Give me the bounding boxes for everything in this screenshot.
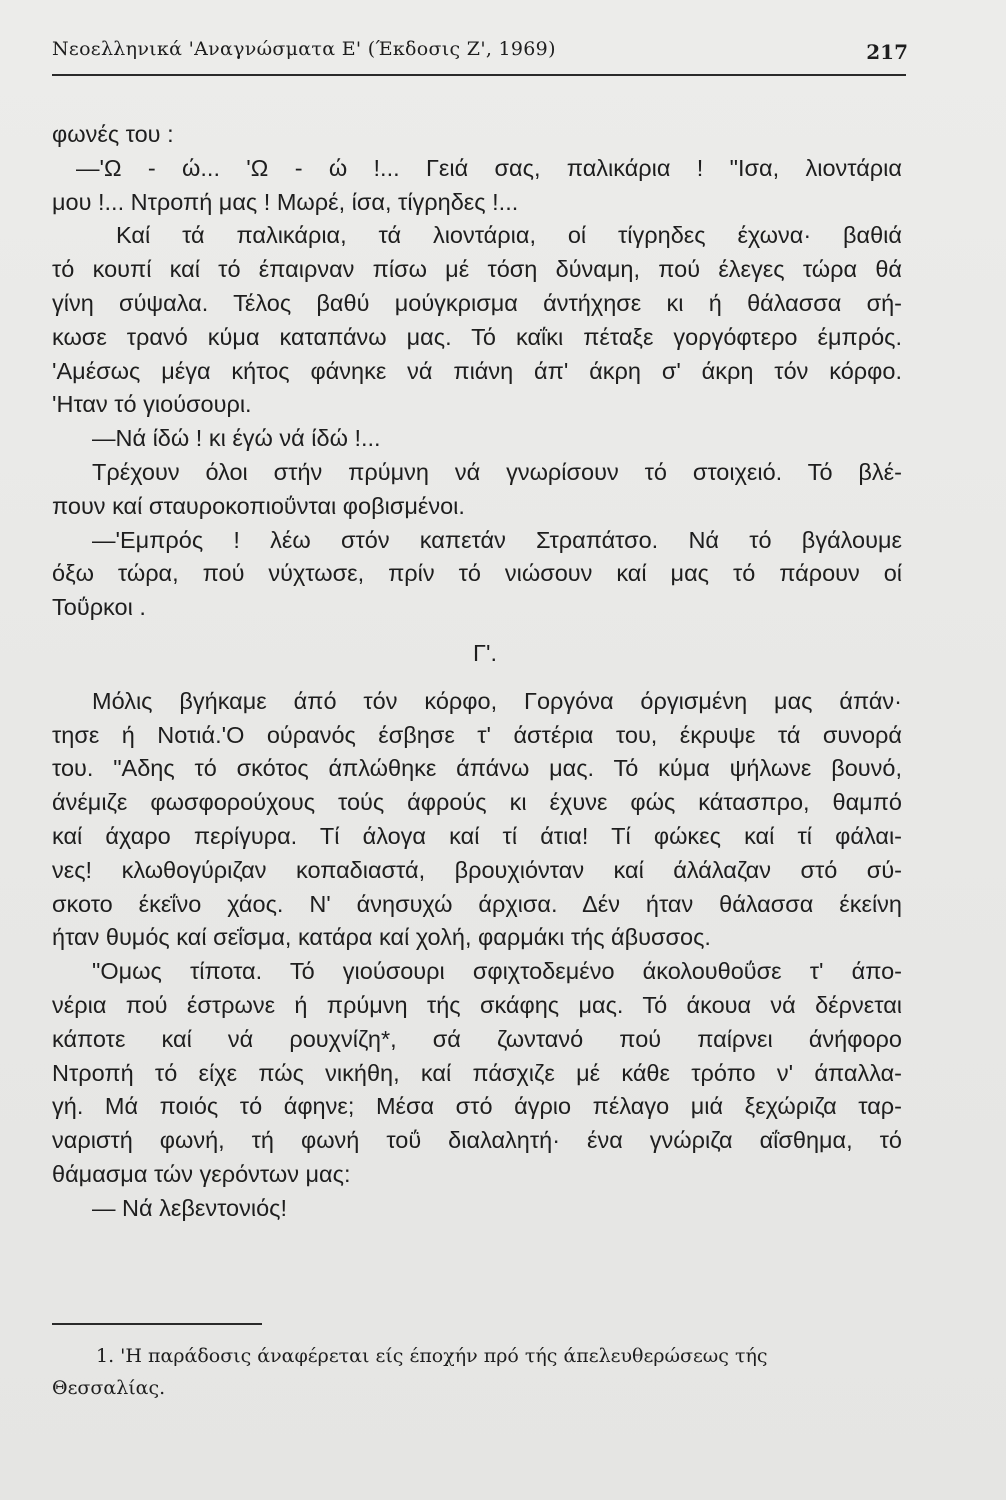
header-title: Νεοελληνικά 'Αναγνώσματα Ε' (Έκδοσις Ζ', 1969): [52, 38, 556, 60]
text-line: "Ομως τίποτα. Τό γιούσουρι σφιχτοδεμένο άκολουθοΰσε τ' άπο-: [92, 958, 902, 985]
text-line: θάμασμα τών γερόντων μας:: [52, 1160, 351, 1187]
text-line: τησε ή Νοτιά.'Ο ούρανός έσβησε τ' άστέρια του, έκρυψε τά συνορά: [52, 721, 902, 748]
text-line: Μόλις βγήκαμε άπό τόν κόρφο, Γοργόνα όργισμένη μας άπάν·: [92, 687, 902, 714]
header-rule: [52, 74, 906, 76]
text-line: ναριστή φωνή, τή φωνή τοΰ διαλαλητή· ένα γνώριζα αΐσθημα, τό: [52, 1127, 902, 1154]
text-line: καί άχαρο περίγυρα. Τί άλογα καί τί άτια! Τί φώκες καί τί φάλαι-: [52, 822, 902, 849]
text-line: —'Εμπρός ! λέω στόν καπετάν Στραπάτσο. Νά τό βγάλουμε: [92, 526, 902, 553]
running-header: [52, 36, 908, 76]
text-line: τό κουπί καί τό έπαιρναν πίσω μέ τόση δύναμη, πού έλεγες τώρα θά: [52, 256, 902, 283]
text-line: μου !... Ντροπή μας ! Μωρέ, ίσα, τίγρηδες !...: [52, 188, 519, 215]
text-line: κωσε τρανό κύμα καταπάνω μας. Τό καΐκι πέταξε γοργόφτερο έμπρός.: [52, 323, 902, 350]
text-line: Ντροπή τό είχε πώς νικήθη, καί πάσχιζε μέ κάθε τρόπο ν' άπαλλα-: [52, 1059, 902, 1086]
text-line: άνέμιζε φωσφορούχους τούς άφρούς κι έχυνε φώς κάτασπρο, θαμπό: [52, 789, 902, 816]
footnote-rule: [52, 1323, 262, 1325]
text-part-2: [52, 685, 902, 1226]
text-line: πουν καί σταυροκοπιοΰνται φοβισμένοι.: [52, 492, 465, 519]
text-line: όξω τώρα, πού νύχτωσε, πρίν τό νιώσουν καί μας τό πάρουν οί: [52, 560, 902, 587]
footnote-line-1: 1. 'Η παράδοσις άναφέρεται είς έποχήν πρό τής άπελευθερώσεως τής: [96, 1345, 768, 1367]
text-line: γίνη σύψαλα. Τέλος βαθύ μούγκρισμα άντήχησε κι ή θάλασσα σή-: [52, 289, 902, 316]
text-line: νέρια πού έστρωνε ή πρύμνη τής σκάφης μας. Τό άκουα νά δέρνεται: [52, 991, 902, 1018]
text-line: —Νά ίδώ ! κι έγώ νά ίδώ !...: [92, 425, 381, 452]
text-line: νες! κλωθογύριζαν κοπαδιαστά, βρουχιόνταν καί άλάλαζαν στό σύ-: [52, 856, 902, 883]
main-text: [52, 118, 902, 1226]
page-number: 217: [866, 40, 908, 64]
footnote: [52, 1340, 902, 1404]
text-line: Τοΰρκοι .: [52, 594, 146, 621]
text-line: γή. Μά ποιός τό άφηνε; Μέσα στό άγριο πέλαγο μιά ξεχώριζα ταρ-: [52, 1093, 902, 1120]
section-marker: Γ'.: [473, 639, 497, 666]
text-line: — Νά λεβεντονιός!: [92, 1194, 287, 1221]
text-line: κάποτε καί νά ρουχνίζη*, σά ζωντανό πού παίρνει άνήφορο: [52, 1025, 902, 1052]
text-line: 'Αμέσως μέγα κήτος φάνηκε νά πιάνη άπ' άκρη σ' άκρη τόν κόρφο.: [52, 357, 902, 384]
text-line: 'Ηταν τό γιούσουρι.: [52, 391, 252, 418]
text-line: φωνές του :: [52, 121, 174, 147]
text-line: σκοτο έκεΐνο χάος. Ν' άνησυχώ άρχισα. Δέν ήταν θάλασσα έκείνη: [52, 890, 902, 917]
text-line: Τρέχουν όλοι στήν πρύμνη νά γνωρίσουν τό στοιχειό. Τό βλέ-: [92, 458, 902, 485]
text-line: —'Ω - ώ... 'Ω - ώ !... Γειά σας, παλικάρια ! "Ισα, λιοντάρια: [76, 154, 902, 181]
text-part-1: [52, 118, 902, 625]
text-line: ήταν θυμός καί σεΐσμα, κατάρα καί χολή, φαρμάκι τής άβυσσος.: [52, 924, 711, 951]
text-line: Καί τά παλικάρια, τά λιοντάρια, οί τίγρηδες έχωνα· βαθιά: [116, 222, 902, 249]
text-line: του. "Αδης τό σκότος άπλώθηκε άπάνω μας. Τό κύμα ψήλωνε βουνό,: [52, 755, 902, 782]
footnote-line-2: Θεσσαλίας.: [52, 1377, 166, 1399]
